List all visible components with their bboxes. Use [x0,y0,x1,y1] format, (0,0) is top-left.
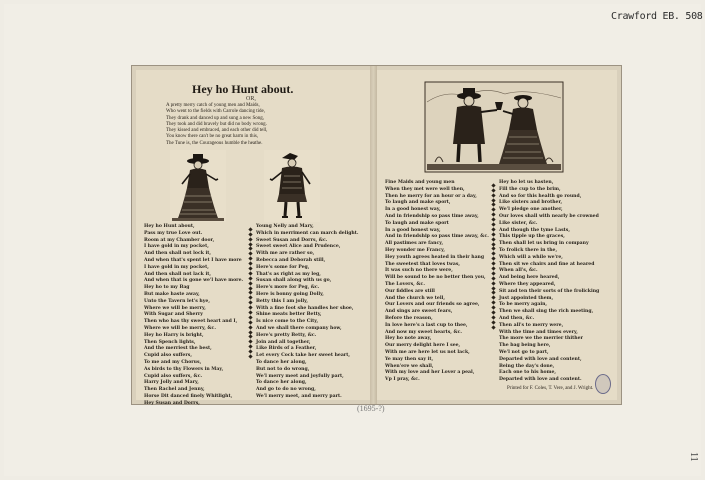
verse-column-2 [256,224,360,401]
verse-line: And then shall not lack it, [144,271,211,277]
intro-line: They drank and danced up and sung a new Song, [166,115,265,121]
verse-line: Will be sound to be no better then you, [385,275,486,281]
verse-line: Hey youth agrees heated in their hang [385,254,485,260]
verse-line: Hey ho to my Bag [144,285,190,291]
verse-line: Before the reason, [385,315,433,321]
verse-line: And the merriest the best, [144,346,212,352]
right-page [377,70,617,400]
verse-line: Betty this I am jolly, [256,298,308,304]
verse-line: Rebecca and Deborah still, [256,257,326,263]
verse-line: Being the day's done, [499,363,555,369]
verse-line: And the church we tell, [385,295,445,301]
verse-line: Then shall let us bring in company [499,241,589,247]
verse-line: Our loves shall with nearly be crowned [499,213,599,219]
verse-line: Room at my Chamber door, [144,237,215,243]
verse-line: And now my sweet hearts, &c. [385,329,463,335]
shelfmark-annotation: Crawford EB. 508 [611,11,703,22]
verse-line: Fine Maids and young men [385,180,455,185]
verse-line: Here is bonny going Dolly, [256,291,324,297]
verse-line: Here's pretty Betty, &c. [256,332,317,338]
verse-line: The bag being here, [499,343,551,349]
verse-line: And then shall not lock it, [144,251,212,257]
verse-line: Sweet Susan and Dorrs, &c. [256,237,328,243]
verse-line: And so for this health go round, [499,193,582,199]
verse-line: Then Spench lights, [144,339,196,345]
ballad-title: Hey ho Hunt about. [192,82,294,96]
printer-imprint: Printed for F. Coles, T. Vere, and J. Wright. [507,386,594,391]
page-number: 11 [688,452,699,462]
verse-line: With a fine foot she handles her shoe, [256,305,354,311]
woodcut-woman [170,150,226,222]
verse-line: When all's, &c. [499,268,538,274]
verse-line: In a good honest way, [385,227,441,233]
verse-line: In a good honest way, [385,207,441,213]
verse-line: Our fiddles are still [385,288,435,294]
verse-line: Sit and ten their sorts of the frolicking [499,288,600,294]
verse-line: To be merry again, [499,302,548,308]
verse-line: To dance her along, [256,359,307,365]
verse-line: Susan shall along with us go, [256,278,332,284]
woodcut-man [264,150,320,222]
verse-line: Cupid also suffers, &c. [144,373,203,379]
verse-line: Hey ho let us hasten, [499,180,554,185]
verse-line: In love here's a last cup to thee, [385,322,468,328]
verse-line: Each one to his home, [499,370,556,376]
verse-line: Then who has thy sweet heart and I, [144,319,238,325]
ballad-sheet [132,66,621,404]
verse-line: With me are here let us not lack, [385,349,470,355]
verse-line: And in friendship so pass time away, &c. [385,234,489,240]
verse-column-4 [499,180,603,384]
verse-line: That's as right as my leg, [256,271,321,277]
verse-line: Cupid also suffers, [144,353,192,359]
woodcut-couple [425,82,563,172]
verse-line: To frolick there in the, [499,247,558,253]
intro-line: The Tune is, the Courageous humble the heathe. [166,140,263,146]
intro-line: Who went to the fields with Carrole dancing tide, [166,109,266,115]
verse-line: I have gold in my pocket, [144,244,209,250]
verse-line: Pass my true Love out. [144,230,203,236]
verse-line: This tipple up the graces, [499,234,565,240]
verse-line: We'l merry meet, and merry part. [256,393,342,399]
verse-line: Is nice come to the City, [256,319,319,325]
verse-line: Then we shall sing the rich meeting, [499,309,594,315]
verse-line: I have gold in my pocket, [144,264,209,270]
intro-line: A pretty merry catch of young men and Maids, [166,103,260,108]
verse-line: Then all's to merry were, [499,322,564,328]
verse-line: Like Birds of a Feather, [256,346,317,352]
verse-line: Like sisters and brother, [499,200,563,206]
verse-line: Horse Dit danced finely Whitlight, [144,393,233,399]
verse-line: Unto the Tavern let's hye, [144,298,210,304]
verse-line: With me are rather so, [256,251,315,257]
intro-line: You know there can't be no great harm in this, [166,134,259,140]
verse-line: Then Rachel and Jenny, [144,387,205,393]
verse-line: Departed with love and content, [499,356,582,362]
verse-line: Shine meats better Betty, [256,312,322,318]
verse-line: Sweet sweet Alice and Prudence, [256,244,341,250]
sheet-fold [370,66,377,404]
verse-line: But not to do wrong, [256,366,310,372]
verse-line: As birds to thy Flowers in May, [144,366,224,372]
library-stamp-icon [595,374,611,394]
verse-line: And when that is gone we'l have more. [144,278,244,284]
verse-line: Our Lovers and our friends so agree, [385,302,480,308]
verse-line: Hey ho Harry is bright, [144,332,204,338]
verse-line: Then he merry for an hour or a day, [385,193,477,199]
verse-line: Here's some for Peg, [256,264,310,270]
verse-line: Hey Susan and Dorrs, [144,400,200,406]
verse-line: Here's more for Peg, &c. [256,285,320,291]
verse-line: When'ere we shall, [385,363,434,369]
verse-line: We'l not go to part, [499,349,549,355]
verse-line: Our merry delight here I see, [385,343,461,349]
verse-column-1 [144,224,248,408]
verse-line: With the time and times every, [499,329,578,335]
verse-line: Hey ho note away, [385,336,432,342]
verse-line: Hey wonder me Francy, [385,247,445,253]
verse-line: And in friendship so pass time away, [385,213,479,219]
verse-column-3 [385,180,489,384]
ornament-border [491,182,496,331]
verse-line: Which in merriment can march delight. [256,230,359,236]
verse-line: Which will a while we're, [499,254,563,260]
verse-line: When they met were well then, [385,186,465,192]
verse-line: Where they appeared, [499,281,556,287]
verse-line: Join and all together, [256,339,311,345]
verse-line: It was such no there were, [385,268,453,274]
verse-line: Just appointed them, [499,295,554,301]
verse-line: We'l pledge one another, [499,207,563,213]
verse-line: And though the tyme Lasts, [499,227,570,233]
verse-line: Let every Cock take her sweet heart, [256,353,350,359]
ballad-intro [166,103,346,147]
verse-line: And when that's spent let I have more [144,257,242,263]
verse-line: To dance her along, [256,380,307,386]
verse-line: And sings are sweet fears, [385,309,453,315]
verse-line: And then, &c. [499,315,535,321]
verse-line: Young Nelly and Mary, [256,224,314,229]
verse-line: The sweetest that loves twas, [385,261,461,267]
intro-line: They kissed and embraced, and each other did tell, [166,128,268,134]
verse-line: Hey ho Hunt about, [144,224,195,229]
verse-line: Vp I pray, &c. [385,377,420,383]
verse-line: Fill the cup to the brim, [499,186,561,192]
verse-line: To laugh and make sport, [385,200,451,206]
verse-line: Where we will be merry, &c. [144,325,216,331]
verse-line: And go to do no wrong, [256,387,316,393]
verse-line: With my love and her Lover a peal, [385,370,475,376]
verse-line: Departed with love and content. [499,377,582,383]
verse-line: We'l merry meet and joyfully part, [256,373,344,379]
verse-line: Ye may then say it, [385,356,434,362]
verse-line: To laugh and make sport [385,220,449,226]
verse-line: All pastimes are fancy, [385,241,444,247]
verse-line: But make haste away, [144,291,200,297]
verse-line: Then sit we chairs and fine at heared [499,261,595,267]
intro-line: They took and did bravely but did no body wrong. [166,121,267,127]
verse-line: With Sugar and Sherry [144,312,203,318]
verse-line: Where we will be merry, [144,305,206,311]
verse-line: To me and my Chorus, [144,359,202,365]
verse-line: Harry Jolly and Mary, [144,380,199,386]
left-page [136,70,370,406]
verse-line: And being here heared, [499,275,560,281]
verse-line: The Lovers, &c. [385,281,425,287]
ornament-border [248,226,253,360]
verse-line: And we shall there company how, [256,325,342,331]
date-annotation: (1695-?) [357,404,385,413]
verse-line: Like sister, &c. [499,220,538,226]
ballad-or: OR, [246,96,256,102]
verse-line: The more we the merrier thither [499,336,583,342]
